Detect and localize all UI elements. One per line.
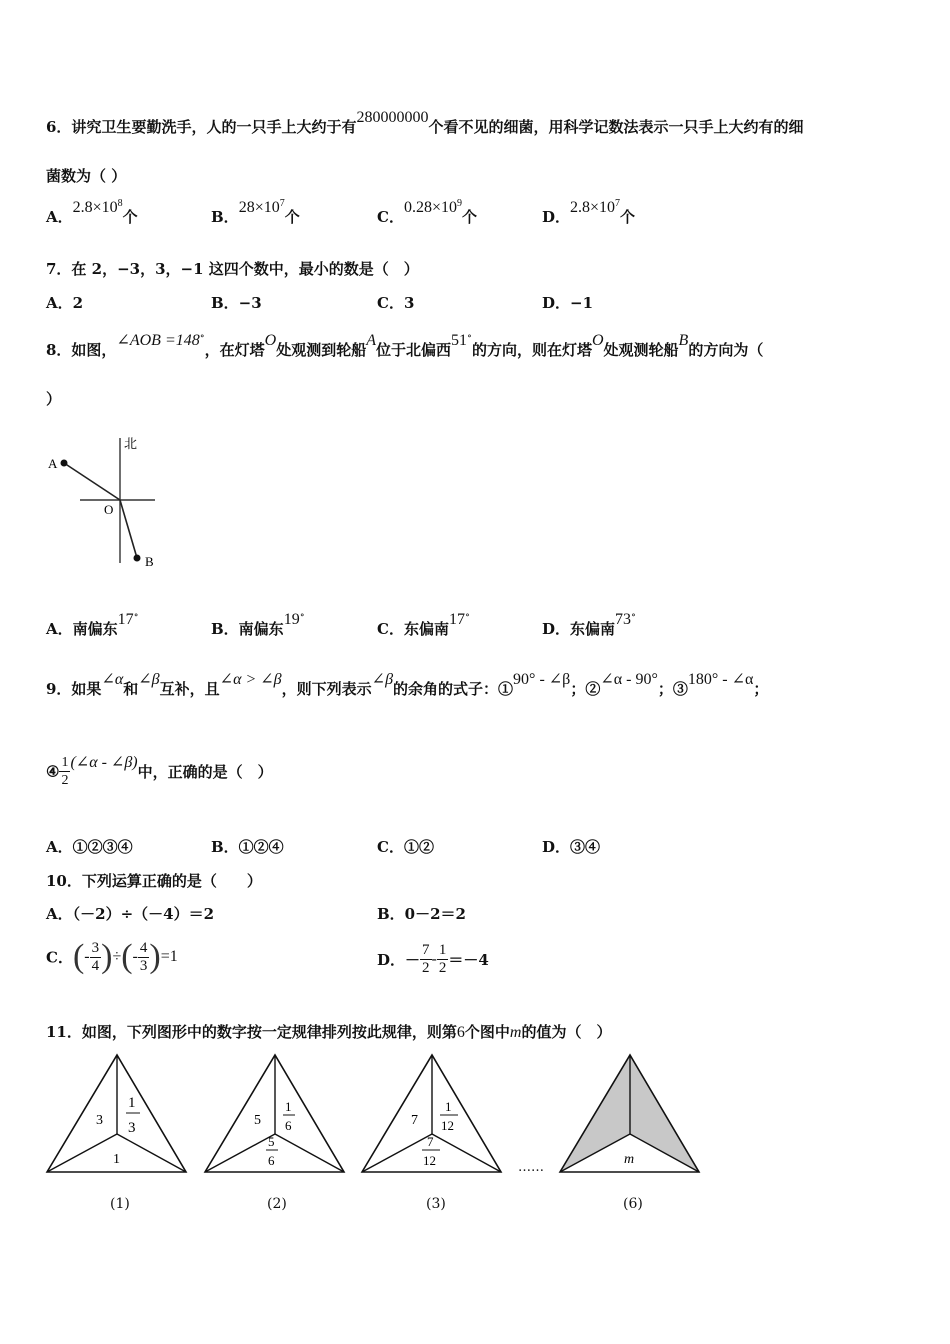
ray-oa — [64, 463, 120, 500]
q9-stem-line1: 9．如果∠α和∠β互补，且∠α > ∠β，则下列表示∠β的余角的式子：①90° - ∠β；②∠α - 90°；③180° - ∠α； — [46, 671, 769, 698]
label-b: B — [145, 554, 154, 569]
q11-figure-3 — [359, 1052, 505, 1176]
q9-expr-1: 90° - ∠β — [513, 671, 571, 688]
q6-stem-line1 — [46, 109, 804, 137]
q11-stem: 11．如图，下列图形中的数字按一定规律排列按此规律，则第6个图中m的值为（ ） — [46, 1023, 612, 1041]
point-b — [134, 555, 141, 562]
q11-caption-3: (3) — [426, 1196, 446, 1212]
q11-caption-2: (2) — [267, 1196, 287, 1212]
north-label: 北 — [124, 436, 138, 451]
q6-option-b[interactable]: B．$28\times 10^7$个 — [211, 198, 300, 226]
svg-text:5: 5 — [268, 1134, 275, 1149]
q6-stem-line2: 菌数为（ ） — [46, 167, 127, 185]
q9-stem-line2: ④ $\frac{1}{2}$ (∠α - ∠β)中，正确的是（ ） — [46, 753, 273, 788]
svg-text:7: 7 — [411, 1113, 418, 1128]
ray-ob — [120, 500, 137, 558]
q7-option-b[interactable]: B．−3 — [211, 294, 262, 312]
svg-text:6: 6 — [285, 1118, 292, 1133]
svg-text:1: 1 — [285, 1099, 292, 1114]
svg-text:1: 1 — [128, 1095, 136, 1111]
q11-figure-2 — [202, 1052, 348, 1176]
q9-option-b[interactable]: B．①②④ — [211, 838, 284, 856]
label-o: O — [104, 502, 114, 517]
svg-text:12: 12 — [441, 1118, 454, 1133]
q8-angle: ∠AOB =148 — [116, 332, 200, 349]
q6-text-b: 个看不见的细菌，用科学记数法表示一只手上大约有的细 — [428, 118, 804, 136]
q7-option-d[interactable]: D．−1 — [542, 294, 594, 312]
q6-option-c[interactable]: C．$0.28\times 10^9$个 — [377, 198, 477, 226]
q8-stem-line1: 8．如图，∠AOB =148∘，在灯塔O处观测到轮船A位于北偏西51∘的方向，则在灯塔O处观测轮船B的方向为（ — [46, 331, 764, 359]
svg-text:12: 12 — [423, 1153, 436, 1168]
q11-caption-1: (1) — [110, 1196, 130, 1212]
q9-option-c[interactable]: C．①② — [377, 838, 434, 856]
q8-stem-line2: ） — [46, 390, 62, 408]
q11-figure-6 — [557, 1052, 703, 1176]
svg-text:1: 1 — [113, 1152, 120, 1167]
q7-option-c[interactable]: C．3 — [377, 294, 415, 312]
q8-option-c[interactable]: C．东偏南17∘ — [377, 610, 470, 638]
q8-option-a[interactable]: A．南偏东17∘ — [46, 610, 139, 638]
q10-option-d[interactable]: D．－ $\frac{7}{2}$ - $\frac{1}{2}$ ＝－4 — [377, 942, 489, 976]
q6-option-a[interactable]: A．$2.8\times 10^8$个 — [46, 198, 138, 226]
q10-option-a[interactable]: A．（－2）÷（－4）＝2 — [46, 905, 215, 923]
q7-stem: 7．在 2，−3，3，−1 这四个数中，最小的数是（ ） — [46, 260, 419, 278]
svg-text:1: 1 — [445, 1099, 452, 1114]
q11-ellipsis: …… — [518, 1160, 544, 1175]
q8-option-d[interactable]: D．东偏南73∘ — [542, 610, 636, 638]
point-a — [61, 460, 68, 467]
q10-option-b[interactable]: B．0－2＝2 — [377, 905, 466, 923]
svg-text:3: 3 — [128, 1120, 136, 1136]
svg-text:7: 7 — [427, 1134, 434, 1149]
q9-expr-4: (∠α - ∠β) — [70, 753, 138, 771]
q6-number: 280000000 — [356, 109, 429, 126]
svg-text:5: 5 — [254, 1113, 261, 1128]
svg-text:3: 3 — [96, 1113, 103, 1128]
q9-expr-3: 180° - ∠α — [687, 671, 754, 688]
svg-text:m: m — [624, 1152, 635, 1167]
q9-expr-2: ∠α - 90° — [600, 671, 658, 688]
q6-option-d[interactable]: D．$2.8\times 10^7$个 — [542, 198, 636, 226]
q9-option-d[interactable]: D．③④ — [542, 838, 601, 856]
q9-option-a[interactable]: A．①②③④ — [46, 838, 133, 856]
q6-text-a: 6．讲究卫生要勤洗手，人的一只手上大约于有 — [46, 118, 357, 136]
q7-option-a[interactable]: A．2 — [46, 294, 84, 312]
svg-text:6: 6 — [268, 1153, 275, 1168]
q11-caption-6: (6) — [623, 1196, 643, 1212]
q10-option-c[interactable]: C．(- $\frac{3}{4}$ )÷(- $\frac{4}{3}$ )=1 — [46, 938, 178, 975]
q11-figure-1 — [44, 1052, 190, 1176]
label-a: A — [48, 456, 58, 471]
q10-stem: 10．下列运算正确的是（ ） — [46, 872, 262, 890]
q9-half-fraction: $\frac{1}{2}$ — [61, 755, 69, 788]
q8-compass-figure — [40, 428, 170, 578]
q8-option-b[interactable]: B．南偏东19∘ — [211, 610, 305, 638]
